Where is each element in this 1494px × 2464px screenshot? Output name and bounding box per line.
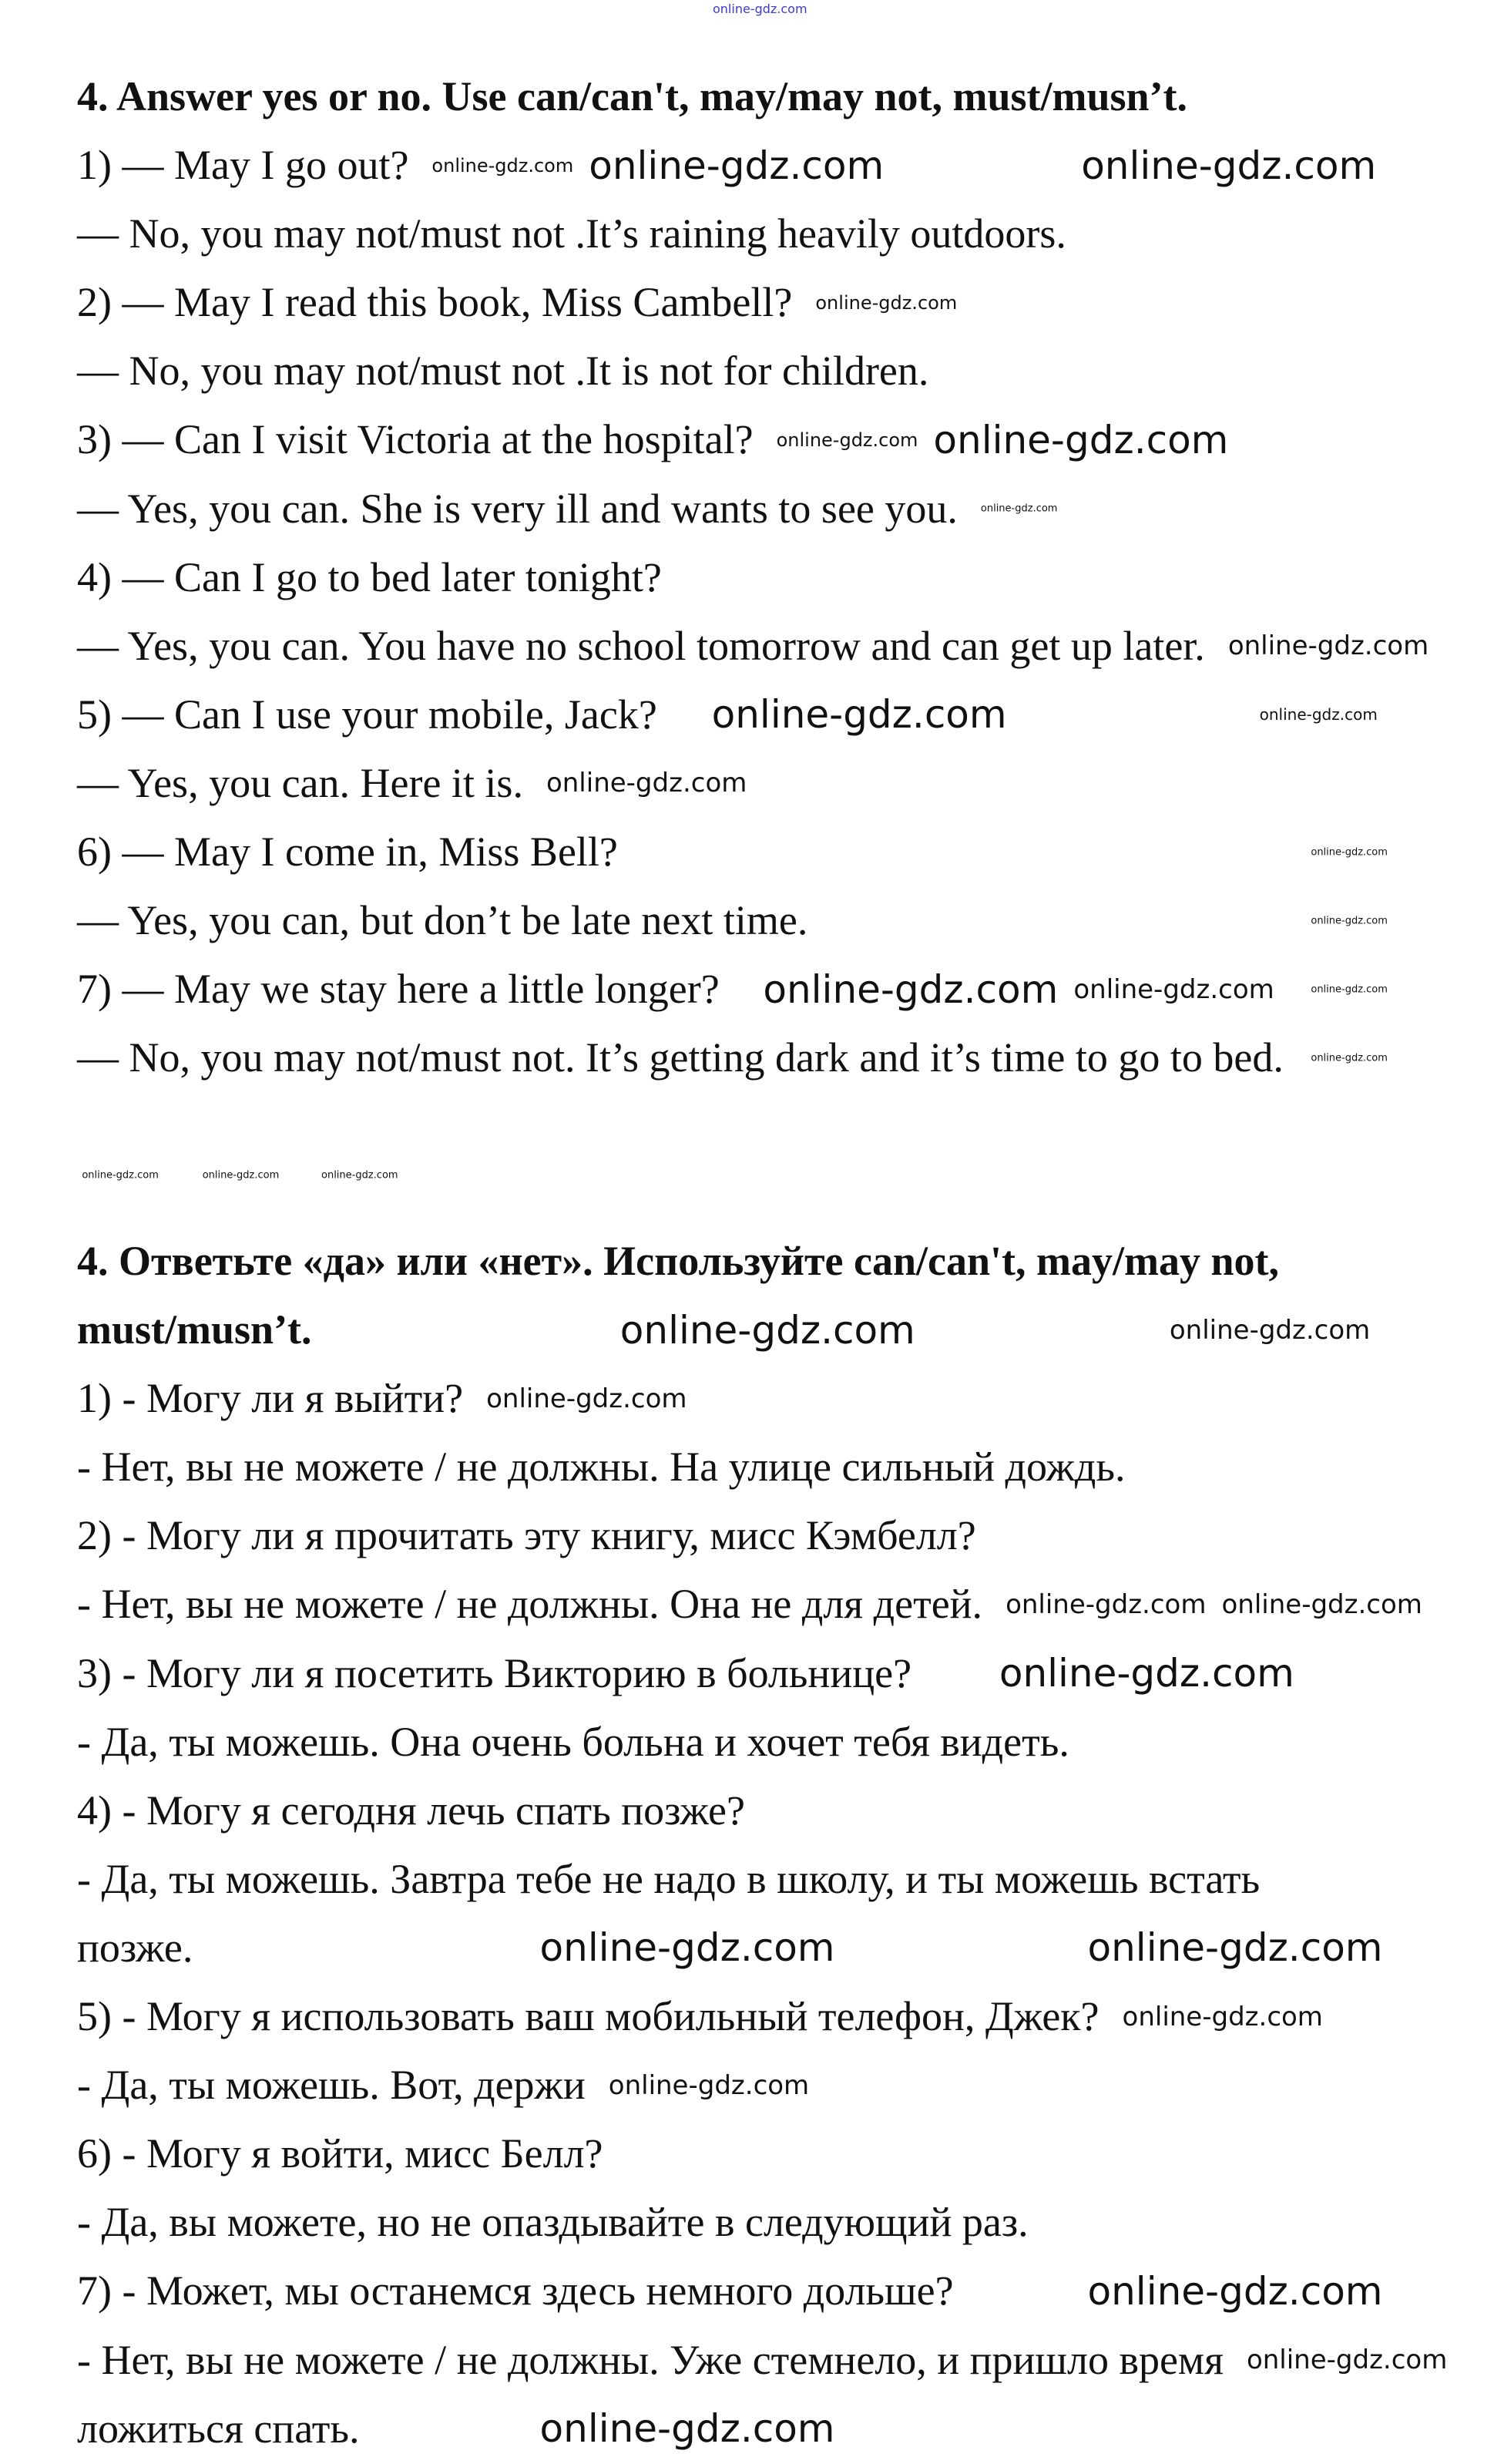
text-line: - Да, ты можешь. Она очень больна и хочет тебя видеть.	[77, 1718, 1069, 1765]
text-line: - Нет, вы не можете / не должны. Она не для детей.	[77, 1581, 983, 1628]
text-line: 1) — May I go out?	[77, 142, 409, 189]
text-line: - Да, вы можете, но не опаздывайте в следующий раз.	[77, 2199, 1029, 2246]
watermark: online-gdz.com	[980, 503, 1058, 515]
watermark: online-gdz.com	[202, 1169, 280, 1182]
text-line: 2) - Могу ли я прочитать эту книгу, мисс Кэмбелл?	[77, 1512, 976, 1559]
watermark: online-gdz.com	[999, 1651, 1294, 1696]
text-line: ложиться спать.	[77, 2405, 360, 2452]
watermark: online-gdz.com	[608, 2069, 810, 2101]
english-exercise	[77, 62, 1284, 1092]
text-line: 5) — Can I use your mobile, Jack?	[77, 691, 657, 738]
text-line: — Yes, you can, but don’t be late next time.	[77, 897, 808, 944]
watermark: online-gdz.com	[619, 1307, 915, 1353]
watermark: online-gdz.com	[546, 768, 747, 799]
text-line: 4) — Can I go to bed later tonight?	[77, 553, 662, 600]
text-line: - Да, ты можешь. Вот, держи	[77, 2062, 586, 2109]
watermark: online-gdz.com	[431, 154, 574, 176]
exercise-title: 4. Answer yes or no. Use can/can't, may/may not, must/musn’t.	[77, 73, 1188, 119]
text-line: 6) - Могу я войти, мисс Белл?	[77, 2130, 603, 2177]
text-line: - Нет, вы не можете / не должны. Уже стемнело, и пришло время	[77, 2336, 1224, 2383]
watermark: online-gdz.com	[1311, 915, 1388, 927]
watermark: online-gdz.com	[1221, 1589, 1422, 1621]
watermark: online-gdz.com	[1311, 983, 1388, 996]
watermark: online-gdz.com	[1259, 705, 1378, 724]
text-line: — No, you may not/must not. It’s getting dark and it’s time to go to bed.	[77, 1034, 1284, 1081]
text-line: 6) — May I come in, Miss Bell?	[77, 829, 618, 876]
watermark: online-gdz.com	[82, 1169, 159, 1182]
text-line: 7) — May we stay here a little longer?	[77, 966, 720, 1013]
text-line: 3) — Can I visit Victoria at the hospital?	[77, 416, 754, 463]
watermark: online-gdz.com	[1122, 2001, 1323, 2032]
watermark: online-gdz.com	[1081, 143, 1377, 188]
watermark: online-gdz.com	[1311, 846, 1388, 859]
watermark: online-gdz.com	[1087, 1925, 1383, 1971]
watermark: online-gdz.com	[776, 429, 918, 452]
watermark: online-gdz.com	[763, 966, 1059, 1012]
text-line: — Yes, you can. Here it is.	[77, 759, 523, 806]
text-line: 5) - Могу я использовать ваш мобильный телефон, Джек?	[77, 1993, 1100, 2040]
watermark: online-gdz.com	[711, 692, 1007, 738]
watermark: online-gdz.com	[1311, 1052, 1388, 1064]
text-line: 3) - Могу ли я посетить Викторию в больнице?	[77, 1649, 912, 1696]
watermark: online-gdz.com	[486, 1383, 687, 1414]
translation-title-line2: must/musn’t.	[77, 1306, 312, 1353]
text-line: — Yes, you can. She is very ill and wants to see you.	[77, 485, 958, 532]
text-line: - Нет, вы не можете / не должны. На улице сильный дождь.	[77, 1444, 1126, 1491]
text-line: 2) — May I read this book, Miss Cambell?	[77, 279, 793, 326]
watermark: online-gdz.com	[1006, 1589, 1207, 1621]
watermark: online-gdz.com	[933, 418, 1229, 463]
watermark: online-gdz.com	[539, 1925, 835, 1971]
translation-title-line1: 4. Ответьте «да» или «нет». Используйте can/can't, may/may not,	[77, 1238, 1279, 1284]
text-line: — Yes, you can. You have no school tomorrow and can get up later.	[77, 622, 1205, 669]
text-line: — No, you may not/must not .It’s raining heavily outdoors.	[77, 210, 1066, 257]
text-line: 7) - Может, мы останемся здесь немного дольше?	[77, 2267, 954, 2314]
text-line: позже.	[77, 1924, 193, 1971]
watermark: online-gdz.com	[1073, 973, 1274, 1005]
watermark: online-gdz.com	[1246, 2345, 1448, 2376]
text-line: — No, you may not/must not .It is not for children.	[77, 348, 929, 395]
watermark: online-gdz.com	[1087, 2268, 1383, 2314]
watermark: online-gdz.com	[1227, 630, 1429, 662]
watermark: online-gdz.com	[321, 1169, 398, 1182]
watermark-header: online-gdz.com	[713, 2, 807, 16]
watermark: online-gdz.com	[815, 291, 958, 314]
watermark: online-gdz.com	[1169, 1314, 1371, 1346]
text-line: 1) - Могу ли я выйти?	[77, 1375, 464, 1422]
text-line: - Да, ты можешь. Завтра тебе не надо в школу, и ты можешь встать	[77, 1855, 1261, 1902]
watermark: online-gdz.com	[589, 143, 885, 188]
watermark: online-gdz.com	[539, 2406, 835, 2452]
text-line: 4) - Могу я сегодня лечь спать позже?	[77, 1787, 745, 1834]
